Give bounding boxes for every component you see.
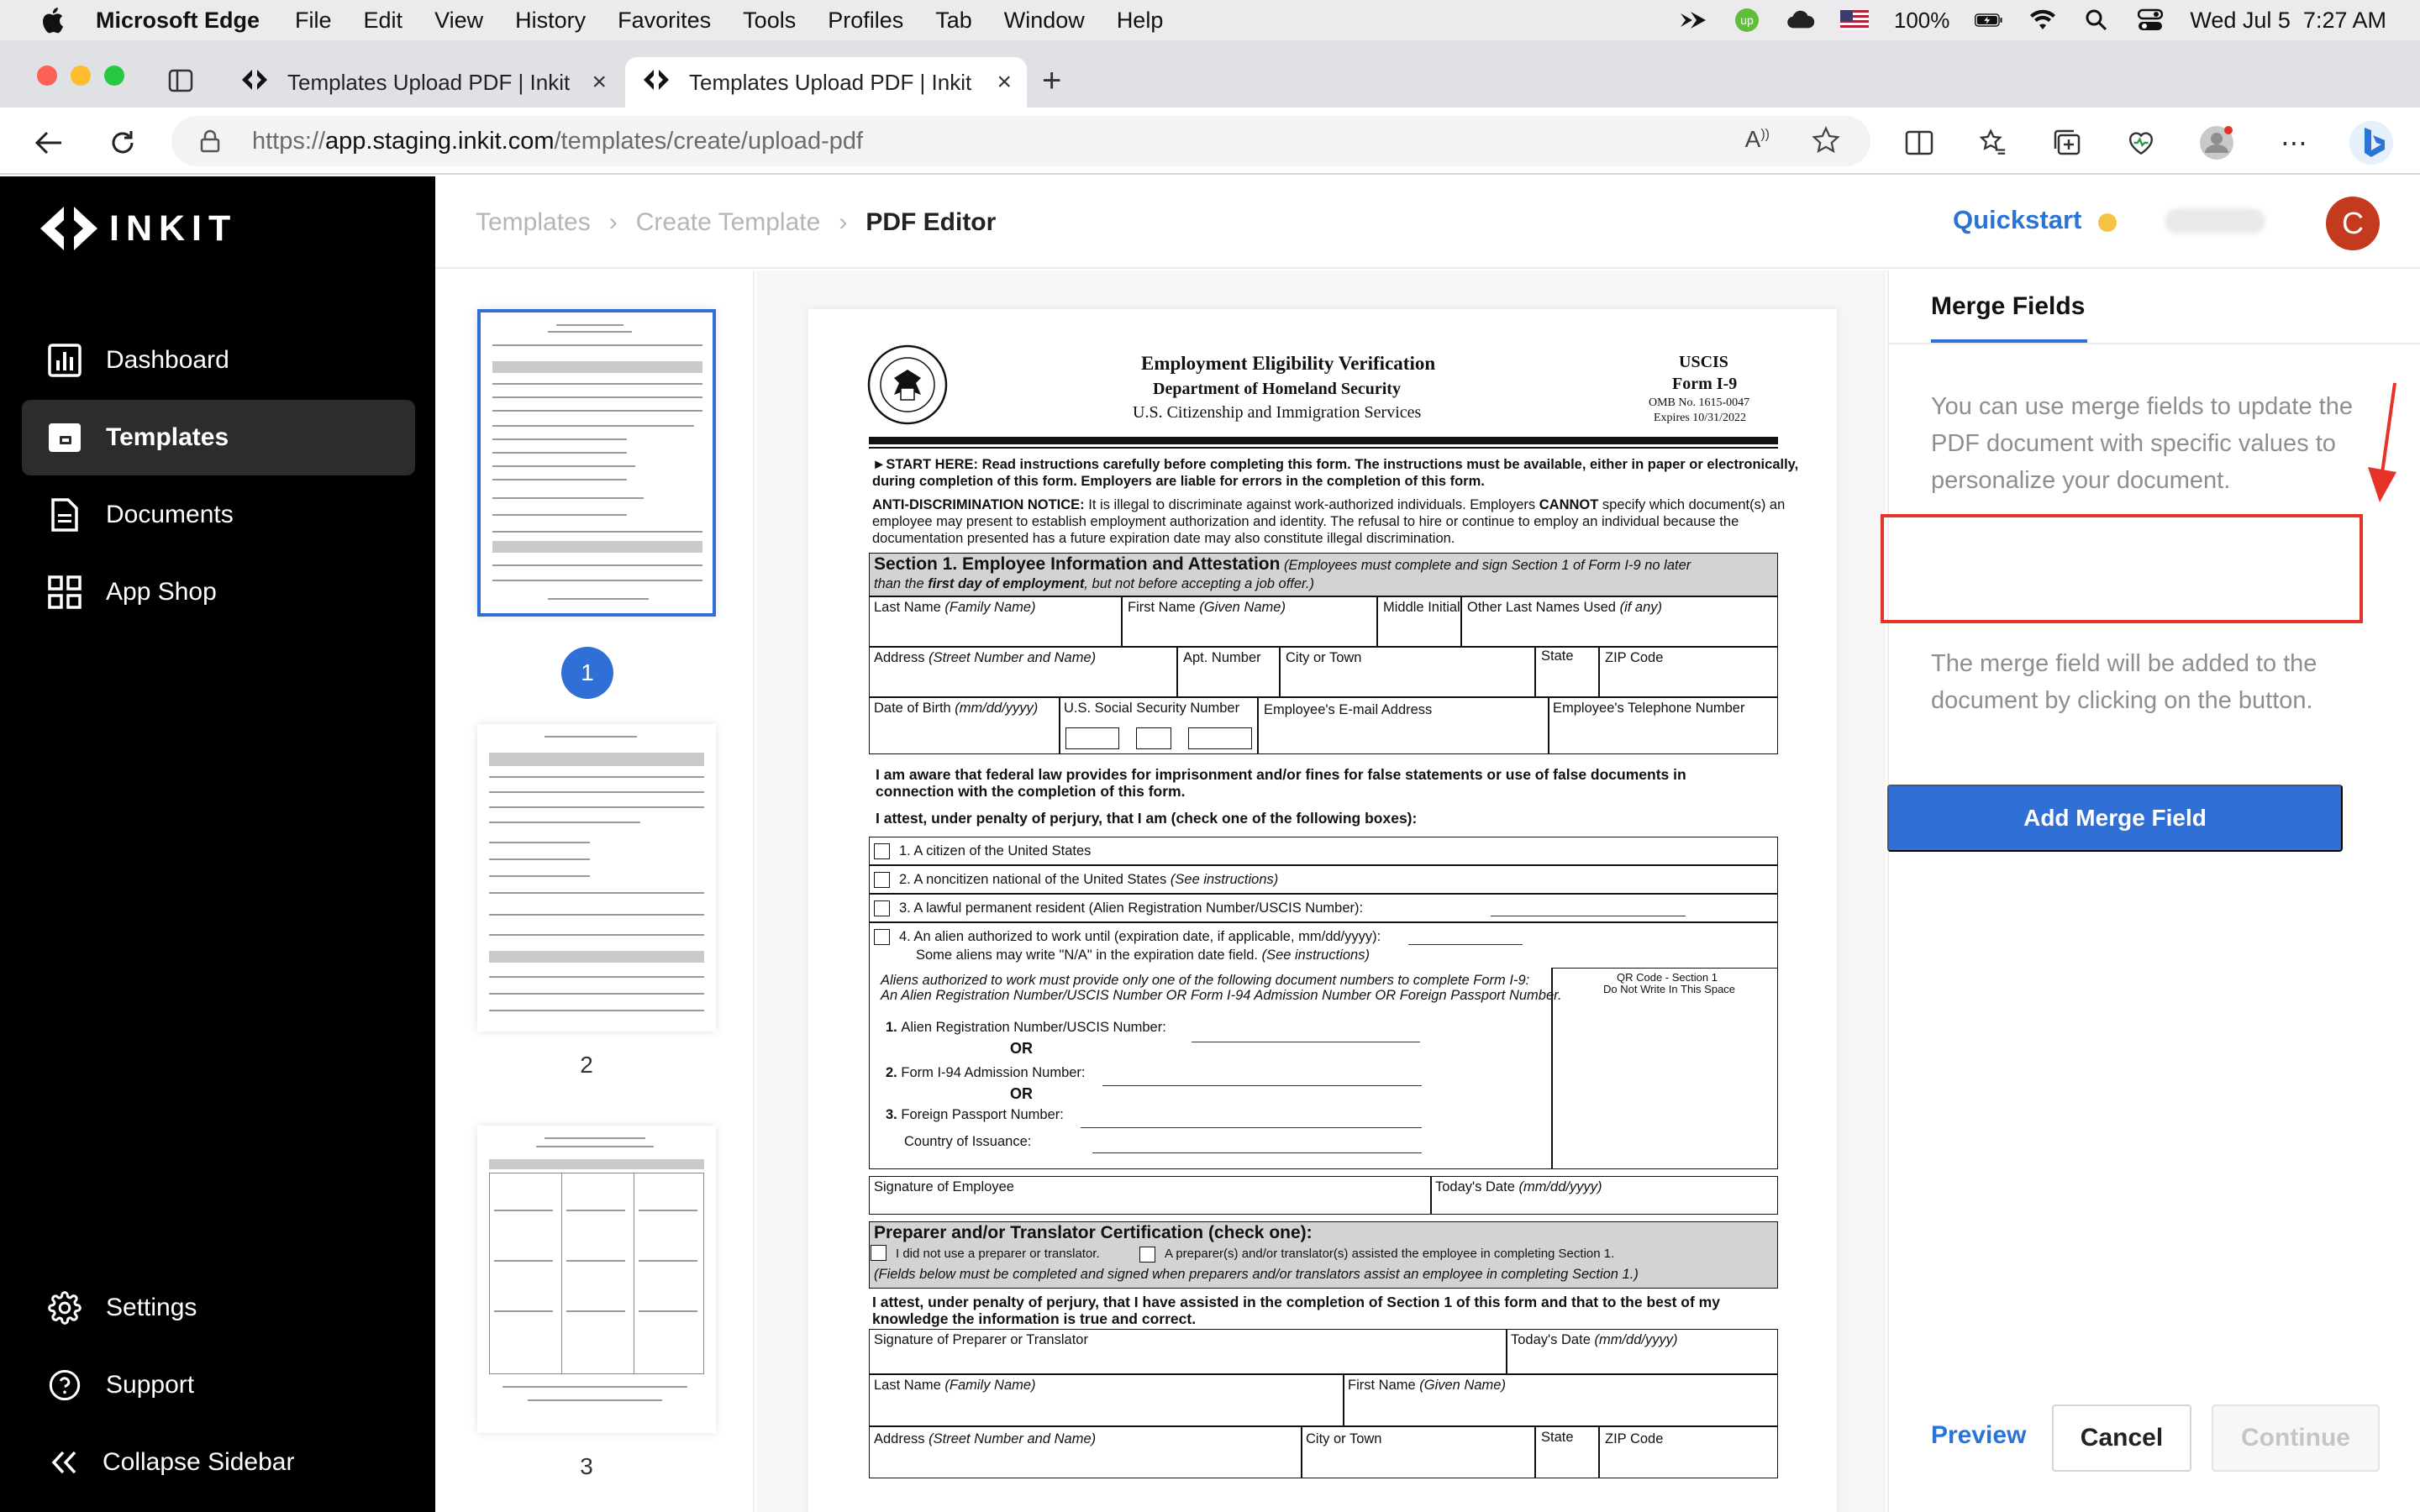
country-label: Country of Issuance: xyxy=(904,1134,1032,1149)
field-ssn[interactable]: U.S. Social Security Number xyxy=(1064,701,1240,716)
anti-discrimination-text-3: documentation presented has a future expiration date may also constitute illegal discrimination. xyxy=(872,531,1455,546)
field-preparer-city[interactable]: City or Town xyxy=(1306,1431,1382,1446)
preparer-option-2: A preparer(s) and/or translator(s) assisted the employee in completing Section 1. xyxy=(1165,1247,1615,1261)
tab-divider xyxy=(1889,343,2420,344)
favorite-star-icon[interactable] xyxy=(1812,126,1840,159)
more-options-icon[interactable]: ⋯ xyxy=(2281,128,2307,158)
breadcrumb-pdf-editor: PDF Editor xyxy=(865,208,997,236)
inkit-logo[interactable] xyxy=(40,207,237,250)
breadcrumb xyxy=(476,176,996,269)
checkbox-preparer-assisted[interactable] xyxy=(1139,1247,1155,1263)
app-header xyxy=(435,176,2420,269)
breadcrumb-create-template[interactable]: Create Template xyxy=(635,208,821,236)
field-address[interactable]: Address (Street Number and Name) xyxy=(874,650,1097,665)
sidebar-item-settings[interactable] xyxy=(22,1270,415,1346)
window-minimize-button[interactable] xyxy=(71,66,91,86)
macos-menubar xyxy=(0,0,2420,40)
option-lawful-resident: 3. A lawful permanent resident (Alien Registration Number/USCIS Number): xyxy=(899,900,1364,916)
ssn-box-1[interactable] xyxy=(1065,727,1119,749)
battery-icon[interactable] xyxy=(1975,8,2003,33)
new-tab-icon[interactable]: + xyxy=(1042,62,1062,99)
us-flag-icon[interactable] xyxy=(1840,8,1869,33)
sidebar-item-label: Settings xyxy=(106,1294,197,1321)
aware-text-2: connection with the completion of this form. xyxy=(876,783,1186,800)
chevron-right-icon: › xyxy=(839,208,848,236)
sidebar-item-label: App Shop xyxy=(106,578,217,606)
sidebar-item-dashboard[interactable] xyxy=(22,323,415,398)
user-name-blurred[interactable] xyxy=(2165,208,2265,234)
svg-text:up: up xyxy=(1740,13,1754,27)
apple-icon[interactable] xyxy=(37,5,67,35)
start-here-text-2: during completion of this form. Employers are liable for errors in the completion of this form. xyxy=(872,474,1485,489)
sidebar-item-documents[interactable] xyxy=(22,477,415,553)
app-menu-name[interactable]: Microsoft Edge xyxy=(96,7,260,33)
form-number: Form I-9 xyxy=(1672,375,1738,393)
section1-title-line: Section 1. Employee Information and Attestation (Employees must complete and sign Section 1 of Form I-9 no later xyxy=(874,554,1691,574)
templates-icon xyxy=(47,420,82,455)
field-city[interactable]: City or Town xyxy=(1286,650,1362,665)
i94-label: 2. Form I-94 Admission Number: xyxy=(886,1065,1086,1080)
read-aloud-icon[interactable]: A)) xyxy=(1744,126,1770,152)
merge-fields-description: You can use merge fields to update the PDF document with specific values to personalize your document. xyxy=(1931,393,2353,494)
field-preparer-signature[interactable]: Signature of Preparer or Translator xyxy=(874,1332,1088,1347)
field-preparer-first-name[interactable]: First Name (Given Name) xyxy=(1348,1378,1506,1393)
window-zoom-button[interactable] xyxy=(104,66,124,86)
preparer-title: Preparer and/or Translator Certification (check one): xyxy=(874,1223,1313,1242)
breadcrumb-templates[interactable]: Templates xyxy=(476,208,591,236)
checkbox-lawful-resident[interactable] xyxy=(874,900,890,916)
sidebar-item-templates[interactable] xyxy=(22,400,415,475)
merge-fields-panel xyxy=(1887,270,2420,1512)
bing-copilot-icon[interactable] xyxy=(2346,119,2396,166)
avatar[interactable]: C xyxy=(2326,197,2380,250)
alien-reg-label: 1. Alien Registration Number/USCIS Number: xyxy=(886,1020,1166,1035)
option-noncitizen: 2. A noncitizen national of the United States (See instructions) xyxy=(899,872,1279,887)
help-icon xyxy=(47,1368,82,1403)
menu-view[interactable]: View xyxy=(434,7,484,33)
field-preparer-last-name[interactable]: Last Name (Family Name) xyxy=(874,1378,1036,1393)
option-alien-authorized: 4. An alien authorized to work until (expiration date, if applicable, mm/dd/yyyy): xyxy=(899,929,1381,944)
wifi-icon[interactable] xyxy=(2028,8,2057,33)
sidebar-item-label: Dashboard xyxy=(106,346,229,374)
field-email[interactable]: Employee's E-mail Address xyxy=(1264,702,1433,717)
page-thumbnails xyxy=(435,270,755,1512)
sidebar-item-support[interactable] xyxy=(22,1347,415,1423)
sidebar-item-label: Documents xyxy=(106,501,234,528)
field-middle-initial[interactable]: Middle Initial xyxy=(1383,600,1460,615)
window-close-button[interactable] xyxy=(37,66,57,86)
field-apt-number[interactable]: Apt. Number xyxy=(1183,650,1261,665)
field-preparer-zip[interactable]: ZIP Code xyxy=(1605,1431,1664,1446)
option-alien-note: Some aliens may write "N/A" in the expiration date field. (See instructions) xyxy=(916,948,1370,963)
checkbox-citizen[interactable] xyxy=(874,843,890,859)
tab-merge-fields[interactable]: Merge Fields xyxy=(1931,292,2086,320)
browser-toolbar xyxy=(0,108,2420,175)
chevrons-left-icon xyxy=(47,1445,82,1480)
form-agency: U.S. Citizenship and Immigration Services xyxy=(1133,403,1422,422)
tab-close-icon[interactable]: × xyxy=(997,68,1012,96)
field-last-name[interactable]: Last Name (Family Name) xyxy=(874,600,1036,615)
annotation-arrow-icon xyxy=(2360,380,2402,506)
pdf-editor-canvas[interactable] xyxy=(756,270,1886,1512)
tab-title: Templates Upload PDF | Inkit xyxy=(287,69,571,95)
field-state[interactable]: State xyxy=(1541,648,1574,664)
split-screen-icon[interactable] xyxy=(1901,124,1938,161)
menubar-clock[interactable]: Wed Jul 5 7:27 AM xyxy=(2190,7,2386,33)
quickstart-status-dot xyxy=(2098,213,2117,232)
tab-title: Templates Upload PDF | Inkit xyxy=(689,69,972,95)
upwork-status-icon[interactable] xyxy=(1733,8,1761,33)
quickstart-link[interactable]: Quickstart xyxy=(1953,205,2082,234)
page-thumbnail-3[interactable] xyxy=(477,1126,716,1433)
dashboard-icon xyxy=(47,343,82,378)
menu-history[interactable]: History xyxy=(515,7,587,33)
preparer-attest: I attest, under penalty of perjury, that I have assisted in the completion of Section 1 of this form and that to the best of my xyxy=(872,1294,1720,1310)
ssn-box-3[interactable] xyxy=(1188,727,1252,749)
sidebar-item-label: Collapse Sidebar xyxy=(103,1448,295,1476)
app-shop-icon xyxy=(47,575,82,610)
battery-percent: 100% xyxy=(1893,7,1950,33)
option-citizen: 1. A citizen of the United States xyxy=(899,843,1092,858)
field-preparer-state[interactable]: State xyxy=(1541,1430,1574,1445)
aliens-text: Aliens authorized to work must provide only one of the following document numbers to complete Form I-9: xyxy=(881,973,1530,988)
address-bar[interactable] xyxy=(171,116,1870,166)
anti-discrimination-text-2: employee may present to establish employment authorization and identity. The refusal to hire or continue to employ an individual because the xyxy=(872,514,1739,529)
form-title: Employment Eligibility Verification xyxy=(1141,353,1436,374)
sidebar-item-app-shop[interactable] xyxy=(22,554,415,630)
profile-icon[interactable] xyxy=(2198,124,2235,161)
menu-tools[interactable]: Tools xyxy=(743,7,797,33)
menu-tab[interactable]: Tab xyxy=(935,7,972,33)
section1-note-line: than the first day of employment, but not before accepting a job offer.) xyxy=(874,576,1315,591)
qr-code-box xyxy=(1551,968,1778,1169)
checkbox-alien-authorized[interactable] xyxy=(874,929,890,945)
menu-window[interactable]: Window xyxy=(1003,7,1085,33)
sidebar-item-label: Support xyxy=(106,1371,195,1399)
inkit-favicon-icon xyxy=(644,70,669,96)
menu-favorites[interactable]: Favorites xyxy=(618,7,712,33)
field-today-date[interactable]: Today's Date (mm/dd/yyyy) xyxy=(1435,1179,1602,1194)
merge-field-note: The merge field will be added to the document by clicking on the button. xyxy=(1931,650,2317,714)
aliens-text-2: An Alien Registration Number/USCIS Number OR Form I-94 Admission Number OR Foreign Passport Number. xyxy=(881,988,1562,1003)
form-expires: Expires 10/31/2022 xyxy=(1654,412,1747,424)
anti-discrimination-text: ANTI-DISCRIMINATION NOTICE: It is illegal to discriminate against work-authorized individuals. Employers CANNOT specify which document(s) an xyxy=(872,497,1786,512)
preparer-attest-2: knowledge the information is true and correct. xyxy=(872,1310,1197,1327)
cancel-button[interactable]: Cancel xyxy=(2052,1404,2191,1472)
browser-tab-strip xyxy=(0,40,2420,108)
menu-help[interactable]: Help xyxy=(1116,7,1164,33)
menu-file[interactable]: File xyxy=(295,7,332,33)
attest-text: I attest, under penalty of perjury, that I am (check one of the following boxes): xyxy=(876,810,1418,827)
form-omb: OMB No. 1615-0047 xyxy=(1649,396,1750,409)
form-department: Department of Homeland Security xyxy=(1153,380,1401,398)
back-icon[interactable] xyxy=(30,124,67,161)
gear-icon xyxy=(47,1290,82,1326)
menu-profiles[interactable]: Profiles xyxy=(828,7,904,33)
cloud-status-icon[interactable] xyxy=(1786,8,1815,33)
page-thumbnail-2[interactable] xyxy=(477,724,716,1032)
form-uscis: USCIS xyxy=(1679,353,1728,371)
inkit-logo-icon xyxy=(40,207,97,250)
sidebar-item-label: Templates xyxy=(106,423,229,451)
start-here-text: ►START HERE: Read instructions carefully before completing this form. The instructions must be available, either in paper or electronically, xyxy=(872,457,1799,472)
qr-label: QR Code - Section 1 xyxy=(1617,971,1718,984)
add-merge-field-button[interactable]: Add Merge Field xyxy=(1887,785,2343,852)
preview-button[interactable]: Preview xyxy=(1931,1421,2027,1449)
or-label-1: OR xyxy=(1010,1040,1033,1057)
collections-icon[interactable] xyxy=(2049,124,2086,161)
page-thumbnail-1[interactable] xyxy=(477,309,716,617)
url-text[interactable]: https://app.staging.inkit.com/templates/create/upload-pdf xyxy=(252,127,864,155)
page-number-1[interactable]: 1 xyxy=(561,647,613,699)
ssn-box-2[interactable] xyxy=(1136,727,1171,749)
field-zip[interactable]: ZIP Code xyxy=(1605,650,1664,665)
field-employee-signature[interactable]: Signature of Employee xyxy=(874,1179,1014,1194)
field-preparer-address[interactable]: Address (Street Number and Name) xyxy=(874,1431,1097,1446)
sidebar-collapse[interactable] xyxy=(22,1425,415,1500)
browser-tab-2-active[interactable] xyxy=(625,57,1027,108)
browser-essentials-icon[interactable] xyxy=(2123,124,2160,161)
app-sidebar xyxy=(0,176,435,1512)
lock-icon[interactable] xyxy=(200,129,220,157)
tab-close-icon[interactable]: × xyxy=(592,68,607,96)
browser-tab-1[interactable] xyxy=(220,57,622,108)
tab-actions-icon[interactable] xyxy=(168,69,193,97)
preparer-note: (Fields below must be completed and signed when preparers and/or translators assist an employee in completing Section 1.) xyxy=(874,1267,1639,1282)
checkbox-noncitizen[interactable] xyxy=(874,872,890,888)
menu-edit[interactable]: Edit xyxy=(363,7,403,33)
continue-button[interactable]: Continue xyxy=(2212,1404,2380,1472)
field-other-names[interactable]: Other Last Names Used (if any) xyxy=(1467,600,1663,615)
page-number-3[interactable]: 3 xyxy=(580,1453,593,1479)
refresh-icon[interactable] xyxy=(104,124,141,161)
field-first-name[interactable]: First Name (Given Name) xyxy=(1128,600,1286,615)
field-preparer-date[interactable]: Today's Date (mm/dd/yyyy) xyxy=(1511,1332,1678,1347)
logo-wordmark: INKIT xyxy=(109,207,238,249)
favorites-icon[interactable] xyxy=(1975,124,2012,161)
or-label-2: OR xyxy=(1010,1085,1033,1102)
bird-status-icon[interactable] xyxy=(1679,8,1707,33)
page-number-2[interactable]: 2 xyxy=(580,1052,593,1078)
pdf-page[interactable] xyxy=(808,309,1837,1512)
field-dob[interactable]: Date of Birth (mm/dd/yyyy) xyxy=(874,701,1039,716)
chevron-right-icon: › xyxy=(608,208,618,236)
documents-icon xyxy=(47,497,82,533)
dhs-seal-icon xyxy=(867,344,948,425)
checkbox-no-preparer[interactable] xyxy=(871,1245,886,1261)
spotlight-search-icon[interactable] xyxy=(2082,8,2111,33)
inkit-favicon-icon xyxy=(242,70,267,96)
aware-text: I am aware that federal law provides for imprisonment and/or fines for false statements or use of false documents in xyxy=(876,766,1686,783)
passport-label: 3. Foreign Passport Number: xyxy=(886,1107,1064,1122)
qr-label-2: Do Not Write In This Space xyxy=(1603,983,1736,995)
preparer-option-1: I did not use a preparer or translator. xyxy=(896,1247,1100,1261)
field-phone[interactable]: Employee's Telephone Number xyxy=(1553,701,1745,716)
control-center-icon[interactable] xyxy=(2136,8,2165,33)
